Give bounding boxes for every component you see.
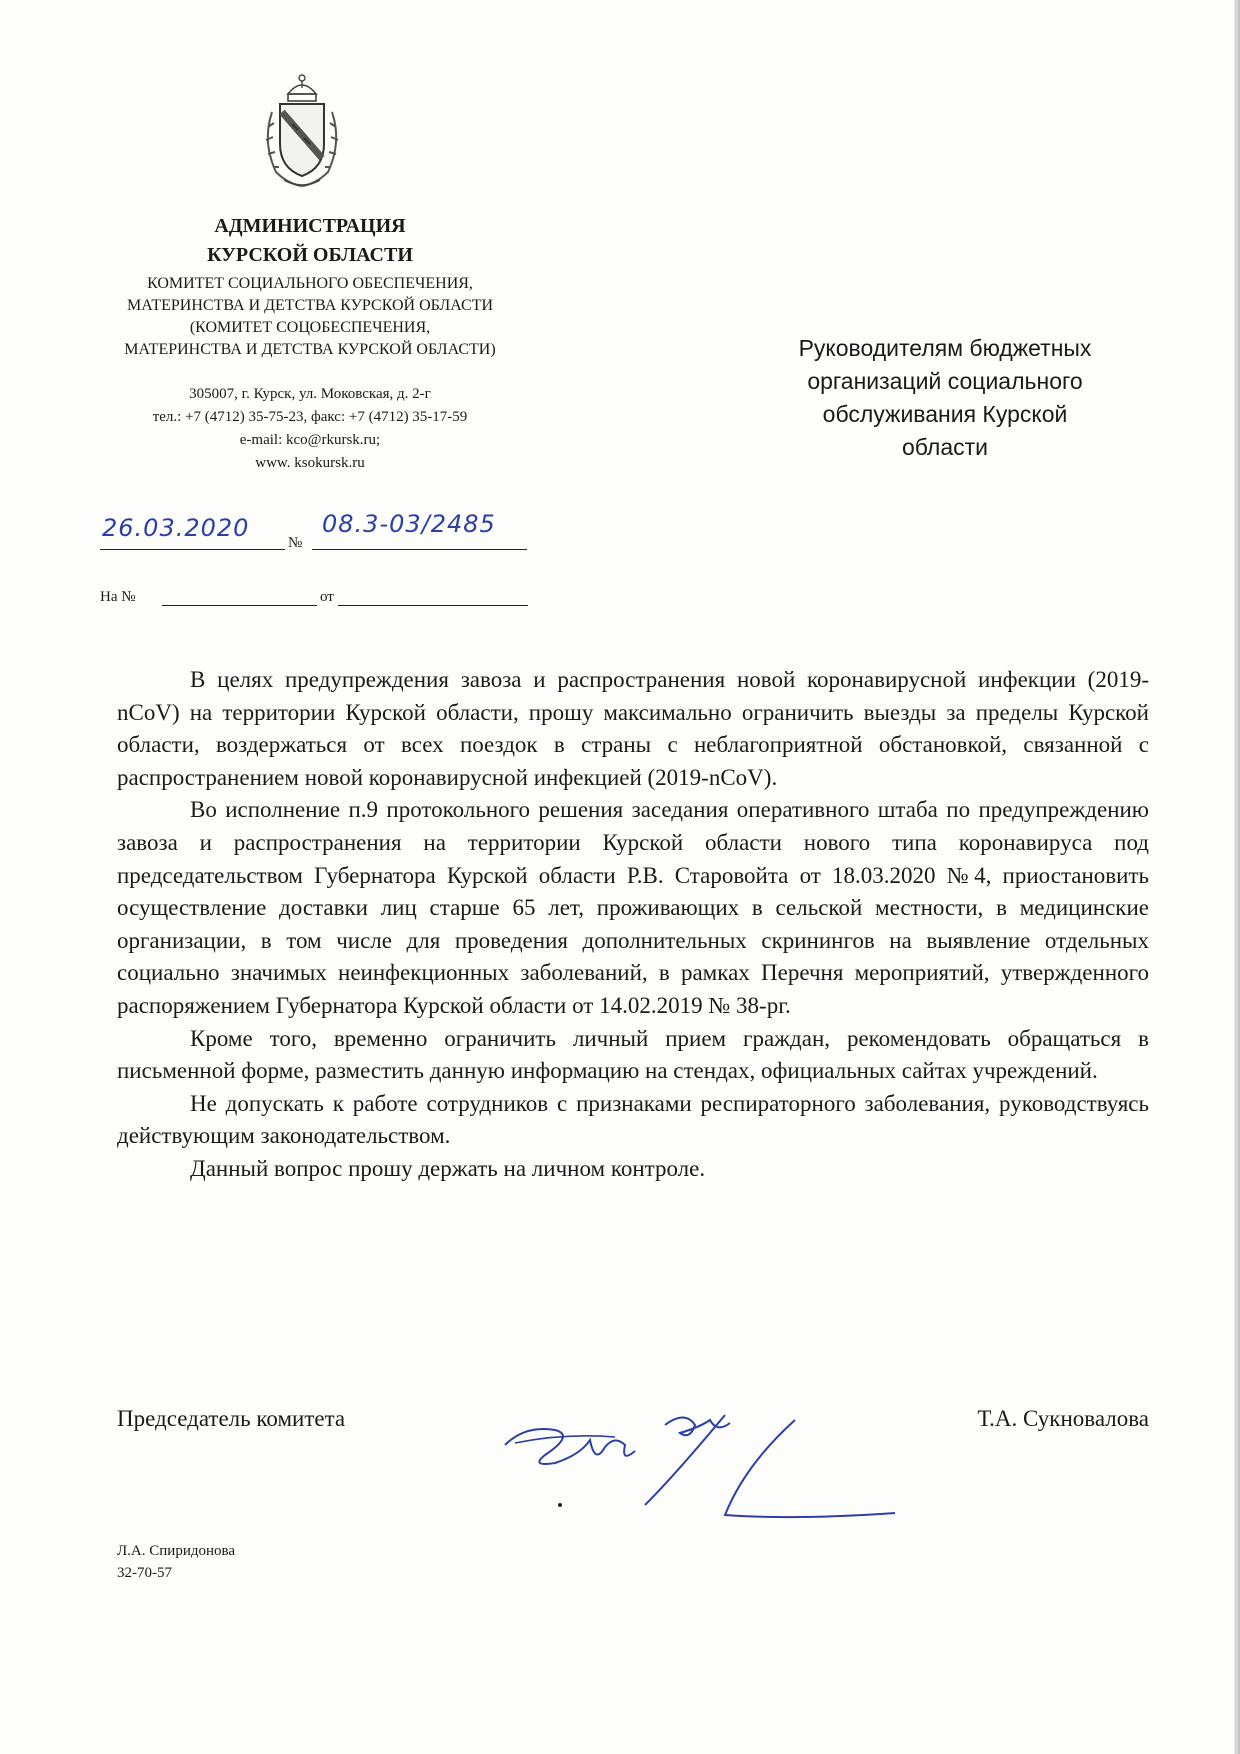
ref-from: от xyxy=(320,589,334,605)
addressee-line2: организаций социального xyxy=(807,368,1083,394)
executor-info xyxy=(117,1540,235,1584)
signatory-name: Т.А. Сукновалова xyxy=(977,1406,1149,1431)
dept-line4: МАТЕРИНСТВА И ДЕТСТВА КУРСКОЙ ОБЛАСТИ) xyxy=(124,341,496,358)
letterhead xyxy=(60,212,560,475)
dept-line1: КОМИТЕТ СОЦИАЛЬНОГО ОБЕСПЕЧЕНИЯ, xyxy=(147,275,473,292)
paragraph-2: Во исполнение п.9 протокольного решения заседания оперативного штаба по предупреждению завоза и распространения на территории Курской области нового типа коронавируса под председательством Губернатора Курской области Р.В. Старовойта от 18.03.2020 №4, приостановить осуществление доставки лиц старше 65 лет, проживающих в сельской местности, в медицинские организации, в том числе для проведения дополнительных скринингов на выявление отдельных социально значимых неинфекционных заболеваний, в рамках Перечня мероприятий, утвержденного распоряжением Губернатора Курской области от 14.02.2019 № 38-рг. xyxy=(117,797,1149,1018)
signatory-position: Председатель комитета xyxy=(117,1406,346,1431)
addressee xyxy=(760,332,1130,464)
dept-line3: (КОМИТЕТ СОЦОБЕСПЕЧЕНИЯ, xyxy=(189,319,431,336)
addressee-line1: Руководителям бюджетных xyxy=(798,335,1092,361)
website: www. ksokursk.ru xyxy=(255,455,365,471)
org-name-line1: АДМИНИСТРАЦИЯ xyxy=(214,215,406,237)
org-name-line2: КУРСКОЙ ОБЛАСТИ xyxy=(207,244,413,266)
ref-label: На № xyxy=(100,589,136,605)
paragraph-1: В целях предупреждения завоза и распространения новой коронавирусной инфекции (2019-nCoV) на территории Курской области, прошу максимально ограничить выезды за пределы Курской области, воздержаться от всех поездок в страны с неблагоприятной обстановкой, связанной с распространением новой коронавирусной инфекцией (2019-nCoV). xyxy=(117,667,1149,790)
letter-body xyxy=(117,664,1149,1186)
scan-edge xyxy=(1234,0,1240,1754)
phone: тел.: +7 (4712) 35-75-23, факс: +7 (4712) 35-17-59 xyxy=(152,409,468,425)
coat-of-arms-icon xyxy=(258,72,346,190)
date-underline xyxy=(100,549,285,550)
addressee-line4: области xyxy=(901,434,989,460)
handwritten-number: 08.3-03/2485 xyxy=(322,510,496,538)
registration-row xyxy=(100,510,560,551)
reference-row xyxy=(100,582,540,606)
executor-phone: 32-70-57 xyxy=(117,1565,172,1581)
paragraph-3: Кроме того, временно ограничить личный прием граждан, рекомендовать обращаться в письменной форме, разместить данную информацию на стендах, официальных сайтах учреждений. xyxy=(117,1025,1149,1084)
ref-number-underline xyxy=(162,605,317,606)
address: 305007, г. Курск, ул. Моковская, д. 2-г xyxy=(189,386,431,402)
ref-date-underline xyxy=(338,605,528,606)
paragraph-4: Не допускать к работе сотрудников с признаками респираторного заболевания, руководствуясь действующим законодательством. xyxy=(117,1090,1149,1149)
handwritten-date: 26.03.2020 xyxy=(102,514,250,542)
executor-name: Л.А. Спиридонова xyxy=(117,1543,236,1559)
email: e-mail: kco@rkursk.ru; xyxy=(239,432,381,448)
handwritten-signature xyxy=(495,1385,915,1525)
addressee-line3: обслуживания Курской xyxy=(822,401,1068,427)
number-underline xyxy=(312,549,527,550)
paragraph-5: Данный вопрос прошу держать на личном контроле. xyxy=(190,1155,706,1181)
number-sign: № xyxy=(288,535,303,551)
dept-line2: МАТЕРИНСТВА И ДЕТСТВА КУРСКОЙ ОБЛАСТИ xyxy=(126,297,494,314)
